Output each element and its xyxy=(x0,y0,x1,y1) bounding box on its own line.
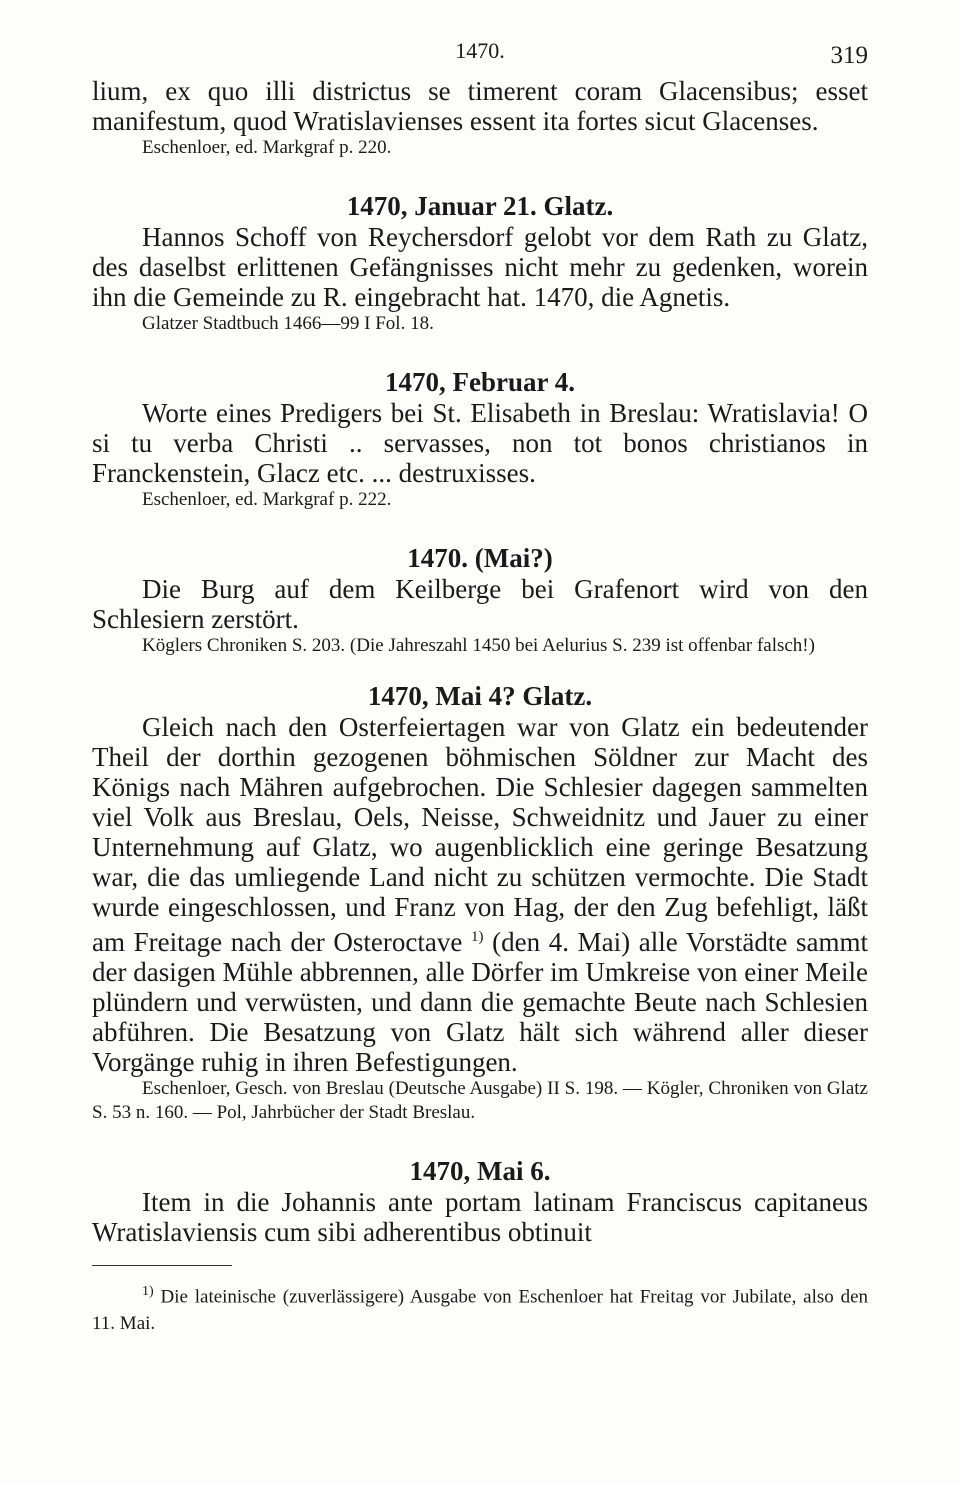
entry-heading-jan-21: 1470, Januar 21. Glatz. xyxy=(346,191,614,221)
opening-source: Eschenloer, ed. Markgraf p. 220. xyxy=(142,137,392,158)
entry-heading-feb-4: 1470, Februar 4. xyxy=(385,367,575,397)
entry-text-mai-6: Item in die Johannis ante portam latinam Franciscus capitaneus Wratislaviensis cum sibi adherentibus obtinuit xyxy=(92,1187,868,1247)
footnote-mark: 1) xyxy=(142,1284,154,1299)
opening-paragraph: lium, ex quo illi districtus se timerent coram Glacensibus; esset manifestum, quod Wratislavienses essent ita fortes sicut Glacenses. xyxy=(92,76,868,136)
entry-source-feb-4: Eschenloer, ed. Markgraf p. 222. xyxy=(142,489,392,510)
entry-heading-mai-4: 1470, Mai 4? Glatz. xyxy=(367,681,593,711)
running-head xyxy=(92,32,868,72)
entry-source-mai-4: Eschenloer, Gesch. von Breslau (Deutsche Ausgabe) II S. 198. — Kögler, Chroniken von Glatz S. 53 n. 160. — Pol, Jahrbücher der Stadt Breslau. xyxy=(92,1078,868,1123)
footnote-rule xyxy=(92,1265,232,1266)
entry-text-mai-4 xyxy=(92,712,868,1077)
entry-heading-mai: 1470. (Mai?) xyxy=(407,543,553,573)
entry-text-mai: Die Burg auf dem Keilberge bei Grafenort wird von den Schlesiern zerstört. xyxy=(92,574,868,634)
entry-source-mai: Köglers Chroniken S. 203. (Die Jahreszahl 1450 bei Aelurius S. 239 ist offenbar falsch!) xyxy=(142,635,815,656)
footnote xyxy=(92,1278,868,1337)
entry-text-feb-4: Worte eines Predigers bei St. Elisabeth in Breslau: Wratislavia! O si tu verba Christi .. servasses, non tot bonos christianos in Franckenstein, Glacz etc. ... destruxisses. xyxy=(92,398,868,488)
page-number: 319 xyxy=(830,42,868,69)
entry-text-mai-4-part1: Gleich nach den Osterfeiertagen war von Glatz ein bedeutender Theil der dorthin gezogenen böhmischen Söldner zur Macht des Königs nach Mähren aufgebrochen. Die Schlesier dagegen sammelten viel Volk aus Breslau, Oels, Neisse, Schweidnitz und Jauer zu einer Unternehmung auf Glatz, wo augenblicklich eine geringe Besatzung war, die das umliegende Land nicht zu schützen vermochte. Die Stadt wurde eingeschlossen, und Franz von Hag, der den Zug befehligt, läßt am Freitage nach der Osteroctave xyxy=(92,712,868,957)
entry-source-jan-21: Glatzer Stadtbuch 1466—99 I Fol. 18. xyxy=(142,313,434,334)
entry-heading-mai-6: 1470, Mai 6. xyxy=(409,1156,551,1186)
footnote-reference: 1) xyxy=(471,929,484,945)
footnote-text: Die lateinische (zuverlässigere) Ausgabe von Eschenloer hat Freitag vor Jubilate, also den 11. Mai. xyxy=(92,1286,868,1335)
entry-text-mai-4-part2: (den 4. Mai) alle Vorstädte sammt der dasigen Mühle abbrennen, alle Dörfer im Umkreise von einer Meile plündern und verwüsten, und dann die gemachte Beute nach Schlesien abführen. Die Besatzung von Glatz hält sich während aller dieser Vorgänge ruhig in ihren Befestigungen. xyxy=(92,927,869,1077)
running-head-year: 1470. xyxy=(455,38,505,63)
entry-text-jan-21: Hannos Schoff von Reychersdorf gelobt vor dem Rath zu Glatz, des daselbst erlittenen Gefängnisses nicht mehr zu gedenken, worein ihn die Gemeinde zu R. eingebracht hat. 1470, die Agnetis. xyxy=(92,222,868,312)
